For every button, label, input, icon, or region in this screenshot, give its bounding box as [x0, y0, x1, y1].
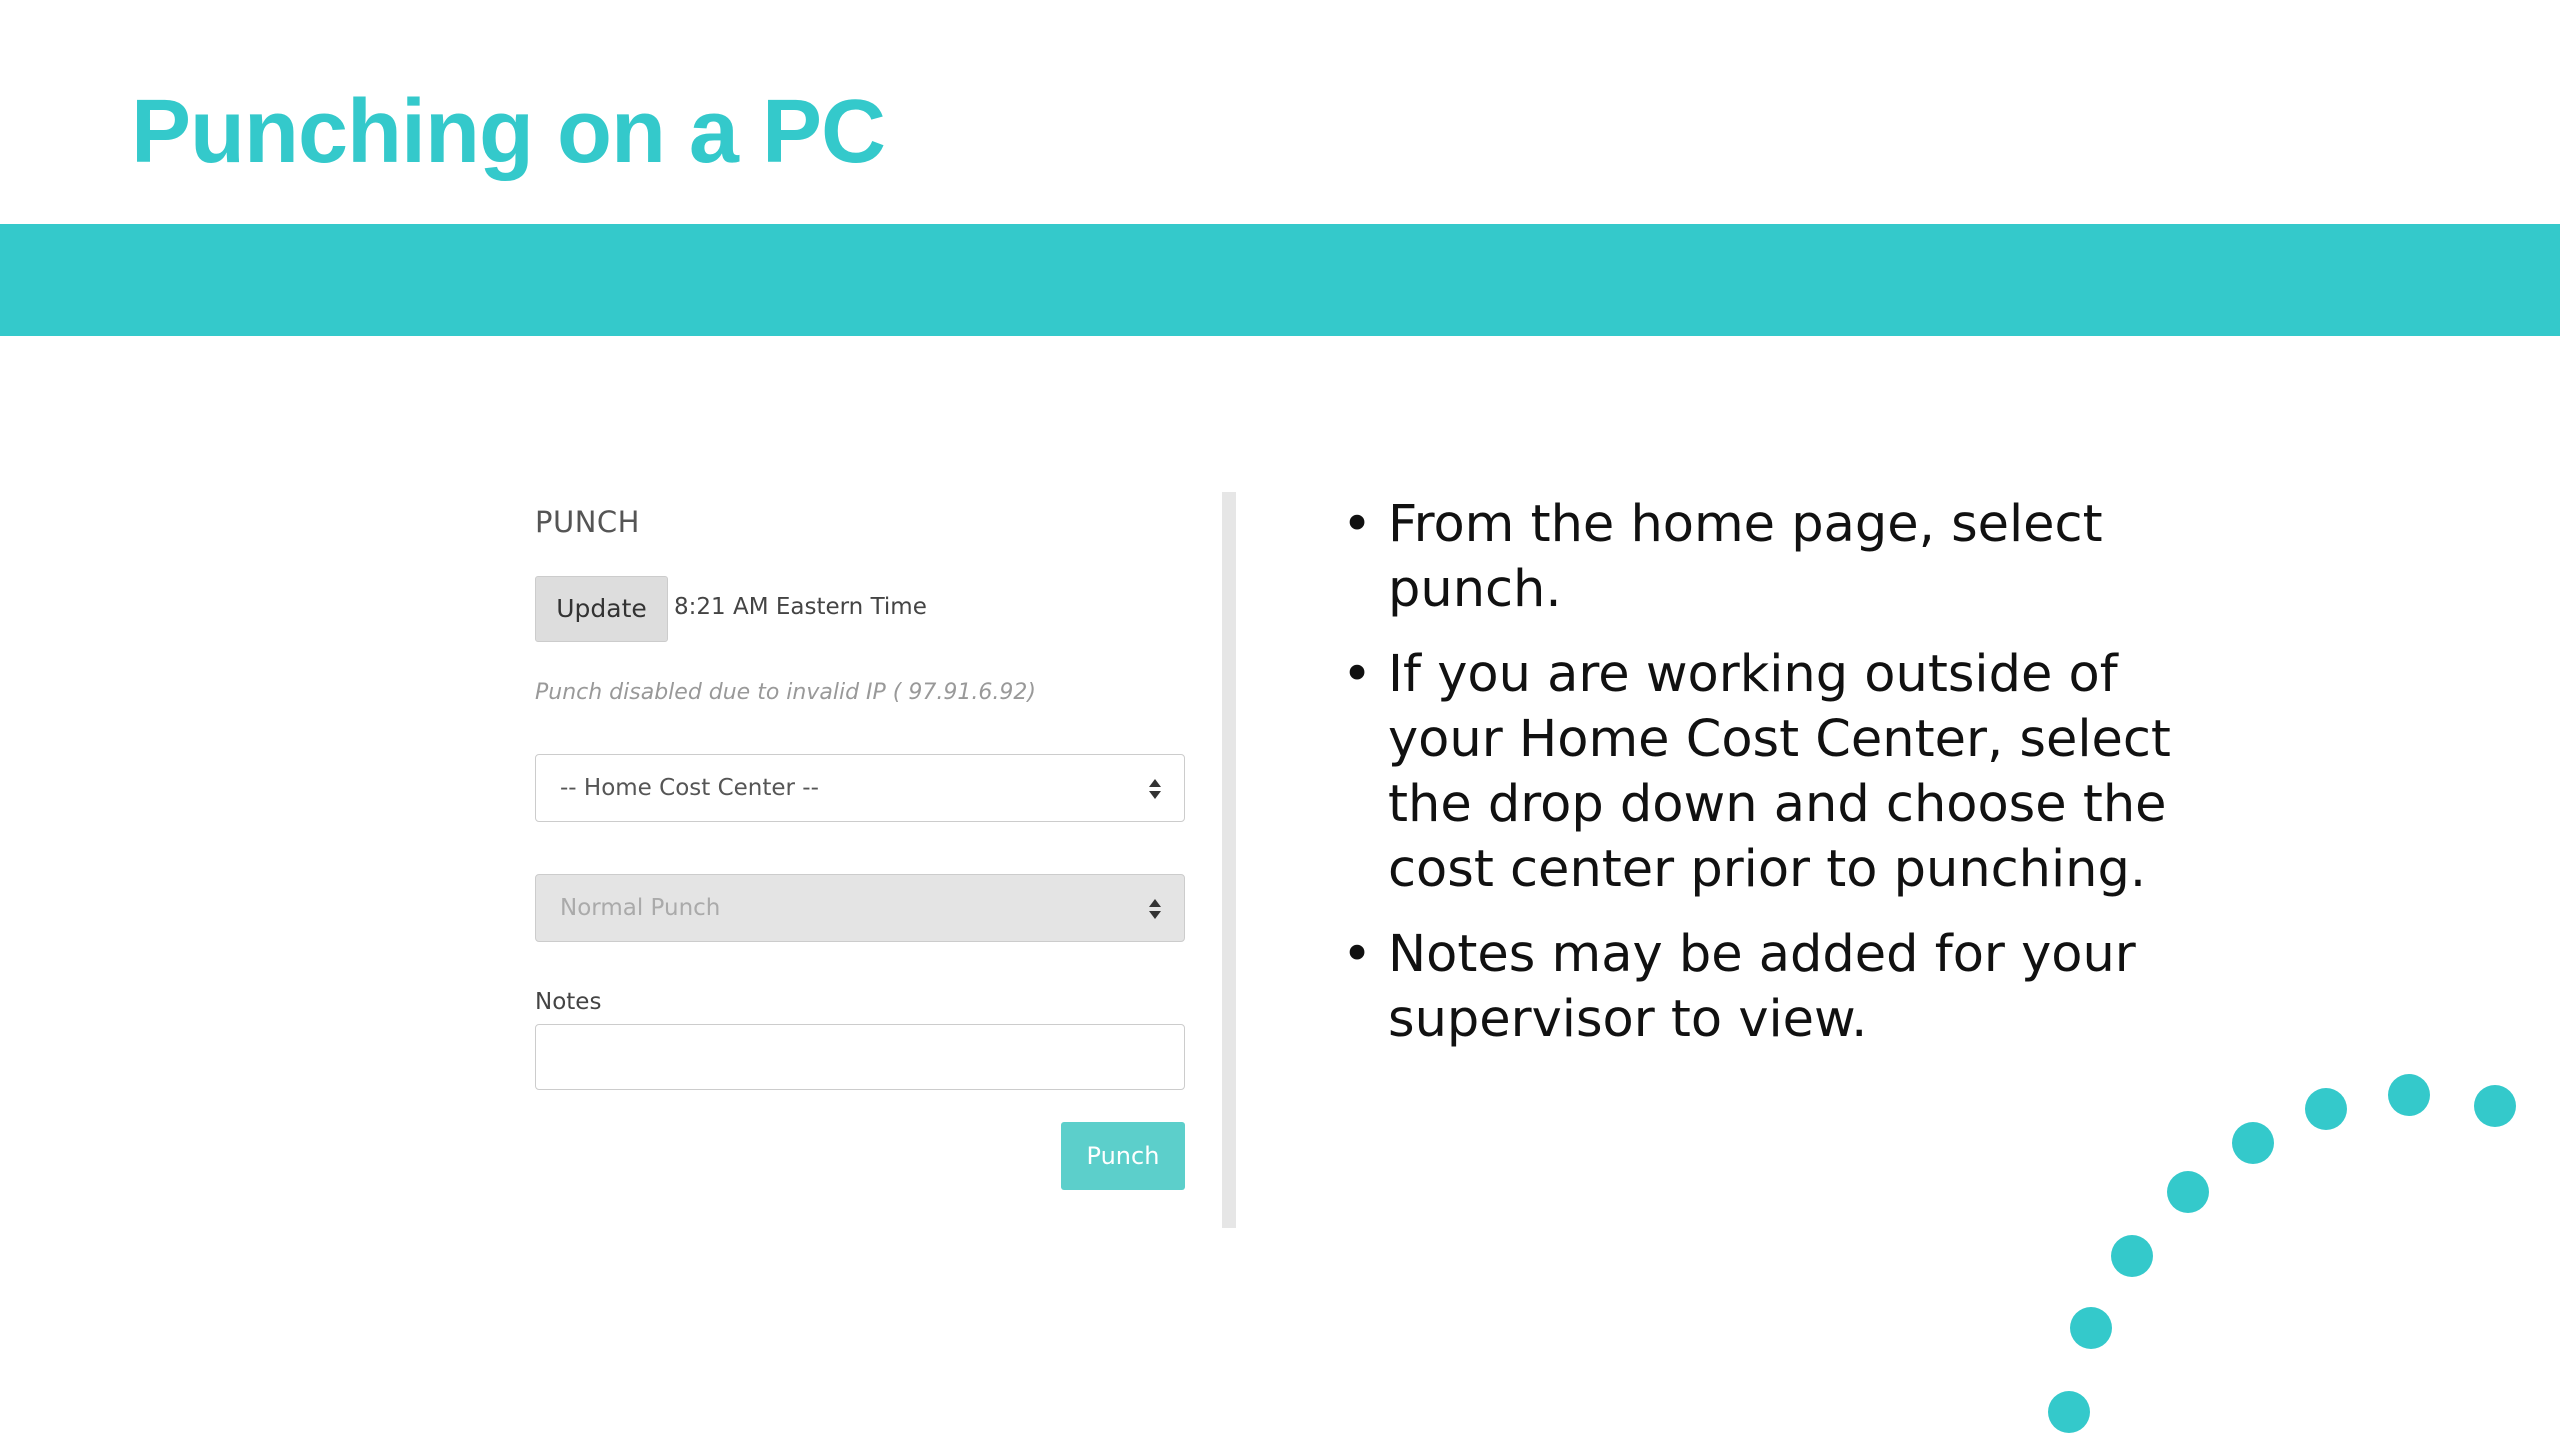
- panel-divider: [1222, 492, 1236, 1228]
- decoration-dot: [2232, 1122, 2274, 1164]
- punch-disabled-message: Punch disabled due to invalid IP ( 97.91.6.92): [535, 680, 1036, 705]
- bullet-item: • Notes may be added for your supervisor to view.: [1340, 922, 2200, 1052]
- bullet-item: • From the home page, select punch.: [1340, 492, 2200, 622]
- cost-center-select[interactable]: [535, 754, 1185, 822]
- decoration-dot: [2388, 1074, 2430, 1116]
- slide-title: Punching on a PC: [131, 82, 886, 182]
- punch-type-select-value: Normal Punch: [560, 895, 721, 921]
- accent-band: [0, 224, 2560, 336]
- bullet-item: • If you are working outside of your Home Cost Center, select the drop down and choose the cost center prior to punching.: [1340, 642, 2200, 902]
- select-caret-icon: [1148, 897, 1162, 921]
- decoration-dot: [2305, 1088, 2347, 1130]
- bullet-list: [1340, 492, 2200, 1072]
- current-time-text: 8:21 AM Eastern Time: [674, 594, 927, 620]
- punch-type-select[interactable]: [535, 874, 1185, 942]
- decoration-dot: [2048, 1391, 2090, 1433]
- panel-heading: PUNCH: [535, 505, 640, 539]
- update-button[interactable]: Update: [535, 576, 668, 642]
- notes-label: Notes: [535, 989, 602, 1015]
- notes-input[interactable]: [535, 1024, 1185, 1090]
- decoration-dot: [2070, 1307, 2112, 1349]
- decoration-dot: [2167, 1171, 2209, 1213]
- punch-button[interactable]: Punch: [1061, 1122, 1185, 1190]
- decoration-dot: [2474, 1085, 2516, 1127]
- select-caret-icon: [1148, 777, 1162, 801]
- cost-center-select-value: -- Home Cost Center --: [560, 775, 819, 801]
- decoration-dot: [2111, 1235, 2153, 1277]
- punch-panel: [510, 490, 1240, 1230]
